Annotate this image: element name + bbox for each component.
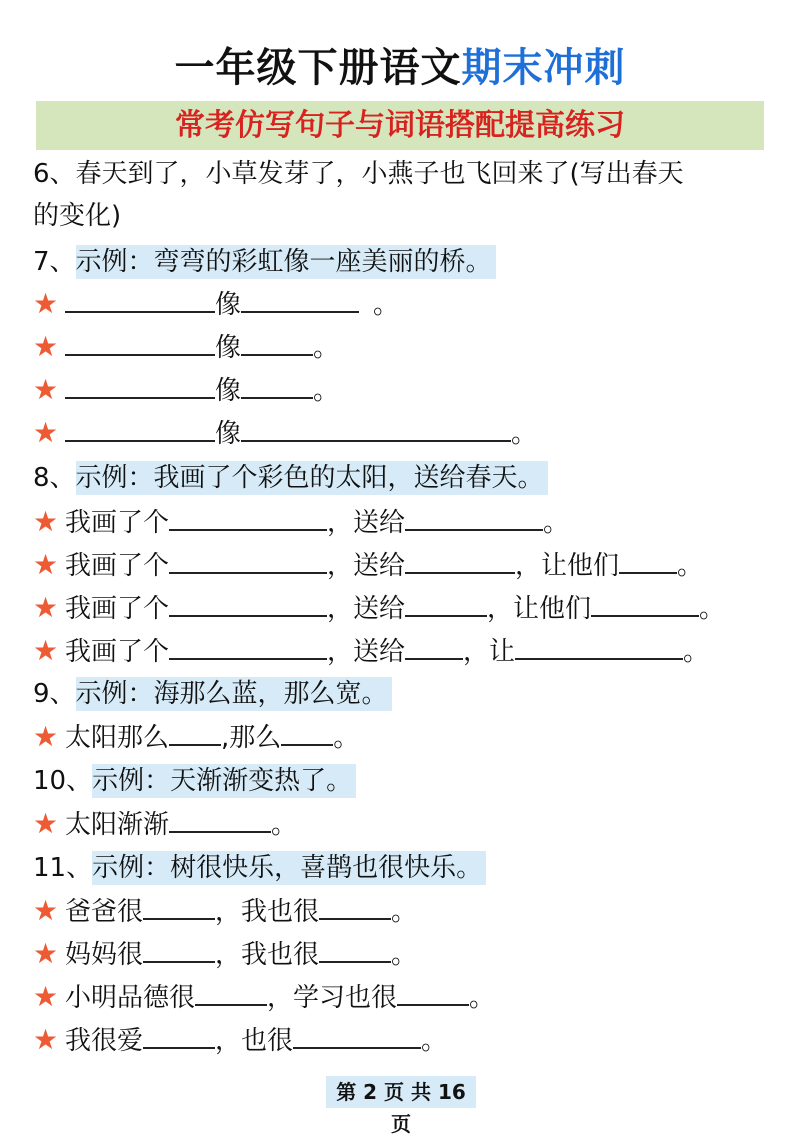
q7-row-2	[33, 327, 339, 368]
row-text: ，送给	[327, 637, 406, 667]
row-text: ，送给	[327, 508, 406, 538]
row-end: 。	[313, 333, 340, 363]
row-text: 小明品德很	[65, 983, 196, 1013]
answer-blank[interactable]	[281, 718, 333, 746]
star-icon: ★	[33, 287, 59, 320]
row-text: 像	[215, 333, 242, 363]
answer-blank[interactable]	[319, 935, 391, 963]
row-text: 像	[215, 376, 242, 406]
answer-blank[interactable]	[169, 503, 327, 531]
answer-blank[interactable]	[619, 546, 677, 574]
row-text: 太阳渐渐	[65, 810, 170, 840]
answer-blank[interactable]	[319, 892, 391, 920]
answer-blank[interactable]	[143, 1021, 215, 1049]
q9-example: 示例：海那么蓝，那么宽。	[76, 677, 392, 711]
row-text: ，也很	[215, 1026, 294, 1056]
title-main: 一年级下册语文	[174, 45, 462, 91]
subtitle-banner: 常考仿写句子与词语搭配提高练习	[36, 101, 764, 150]
star-icon: ★	[33, 1023, 59, 1056]
star-icon: ★	[33, 591, 59, 624]
row-text: ,那么	[221, 723, 282, 753]
row-text: ，让他们	[515, 551, 620, 581]
answer-blank[interactable]	[405, 589, 487, 617]
answer-blank[interactable]	[169, 589, 327, 617]
title-highlight: 期末冲刺	[461, 45, 626, 91]
row-end: 。	[271, 810, 298, 840]
row-text: 我很爱	[65, 1026, 144, 1056]
row-text: 爸爸很	[65, 897, 144, 927]
row-text: 太阳那么	[65, 723, 170, 753]
row-end: 。	[543, 508, 570, 538]
answer-blank[interactable]	[65, 285, 215, 313]
star-icon: ★	[33, 330, 59, 363]
page-number: 第 2 页 共 16 页	[326, 1076, 476, 1108]
star-icon: ★	[33, 373, 59, 406]
q11-row-1	[33, 891, 417, 932]
q7-row-4	[33, 413, 537, 454]
q9-header	[33, 674, 392, 714]
q7-example: 示例：弯弯的彩虹像一座美丽的桥。	[76, 245, 496, 279]
q8-row-2	[33, 545, 703, 586]
answer-blank[interactable]	[65, 371, 215, 399]
star-icon: ★	[33, 807, 59, 840]
row-end: 。	[699, 594, 726, 624]
q7-number: 7、	[33, 247, 76, 277]
q10-number: 10、	[33, 766, 93, 796]
row-text: ，送给	[327, 551, 406, 581]
row-text: ，让他们	[487, 594, 592, 624]
row-end: 。	[511, 419, 538, 449]
q6-line2: 的变化)	[33, 201, 122, 231]
answer-blank[interactable]	[397, 978, 469, 1006]
answer-blank[interactable]	[169, 805, 271, 833]
answer-blank[interactable]	[169, 546, 327, 574]
row-end: 。	[421, 1026, 448, 1056]
q8-number: 8、	[33, 463, 76, 493]
row-text: 我画了个	[65, 637, 170, 667]
star-icon: ★	[33, 720, 59, 753]
row-text: 像	[215, 290, 242, 320]
q8-row-4	[33, 631, 709, 672]
page-title	[0, 40, 800, 96]
row-text: 像	[215, 419, 242, 449]
answer-blank[interactable]	[293, 1021, 421, 1049]
answer-blank[interactable]	[195, 978, 267, 1006]
q7-row-1	[33, 284, 399, 325]
answer-blank[interactable]	[169, 718, 221, 746]
answer-blank[interactable]	[241, 371, 313, 399]
answer-blank[interactable]	[241, 285, 359, 313]
row-text: 妈妈很	[65, 940, 144, 970]
answer-blank[interactable]	[405, 632, 463, 660]
answer-blank[interactable]	[405, 503, 543, 531]
q11-header	[33, 848, 486, 888]
star-icon: ★	[33, 505, 59, 538]
star-icon: ★	[33, 980, 59, 1013]
q9-row-1	[33, 717, 359, 758]
star-icon: ★	[33, 634, 59, 667]
q11-row-2	[33, 934, 417, 975]
star-icon: ★	[33, 416, 59, 449]
answer-blank[interactable]	[169, 632, 327, 660]
answer-blank[interactable]	[65, 328, 215, 356]
answer-blank[interactable]	[143, 935, 215, 963]
answer-blank[interactable]	[65, 414, 215, 442]
row-text: ，学习也很	[267, 983, 398, 1013]
answer-blank[interactable]	[241, 328, 313, 356]
q8-header	[33, 458, 548, 498]
row-text: ，让	[463, 637, 516, 667]
answer-blank[interactable]	[515, 632, 683, 660]
q11-row-4	[33, 1020, 447, 1061]
row-end: 。	[333, 723, 360, 753]
row-end: 。	[391, 897, 418, 927]
q7-row-3	[33, 370, 339, 411]
star-icon: ★	[33, 548, 59, 581]
q8-row-1	[33, 502, 569, 543]
row-text: 我画了个	[65, 551, 170, 581]
row-end: 。	[373, 290, 400, 320]
row-end: 。	[683, 637, 710, 667]
q11-number: 11、	[33, 853, 93, 883]
row-end: 。	[677, 551, 704, 581]
row-end: 。	[391, 940, 418, 970]
q11-example: 示例：树很快乐，喜鹊也很快乐。	[92, 851, 486, 885]
star-icon: ★	[33, 894, 59, 927]
row-text: 我画了个	[65, 594, 170, 624]
q7-header	[33, 242, 496, 282]
row-end: 。	[313, 376, 340, 406]
answer-blank[interactable]	[143, 892, 215, 920]
answer-blank[interactable]	[591, 589, 699, 617]
q8-example: 示例：我画了个彩色的太阳，送给春天。	[76, 461, 548, 495]
answer-blank[interactable]	[405, 546, 515, 574]
row-text: ，送给	[327, 594, 406, 624]
q10-example: 示例：天渐渐变热了。	[92, 764, 356, 798]
q10-row-1	[33, 804, 297, 845]
star-icon: ★	[33, 937, 59, 970]
answer-blank[interactable]	[241, 414, 511, 442]
row-text: 我画了个	[65, 508, 170, 538]
q6-line1: 6、春天到了，小草发芽了，小燕子也飞回来了(写出春天	[33, 159, 684, 189]
row-end: 。	[469, 983, 496, 1013]
q10-header	[33, 761, 356, 801]
q9-number: 9、	[33, 679, 76, 709]
q8-row-3	[33, 588, 725, 629]
row-text: ，我也很	[215, 897, 320, 927]
q11-row-3	[33, 977, 495, 1018]
row-text: ，我也很	[215, 940, 320, 970]
